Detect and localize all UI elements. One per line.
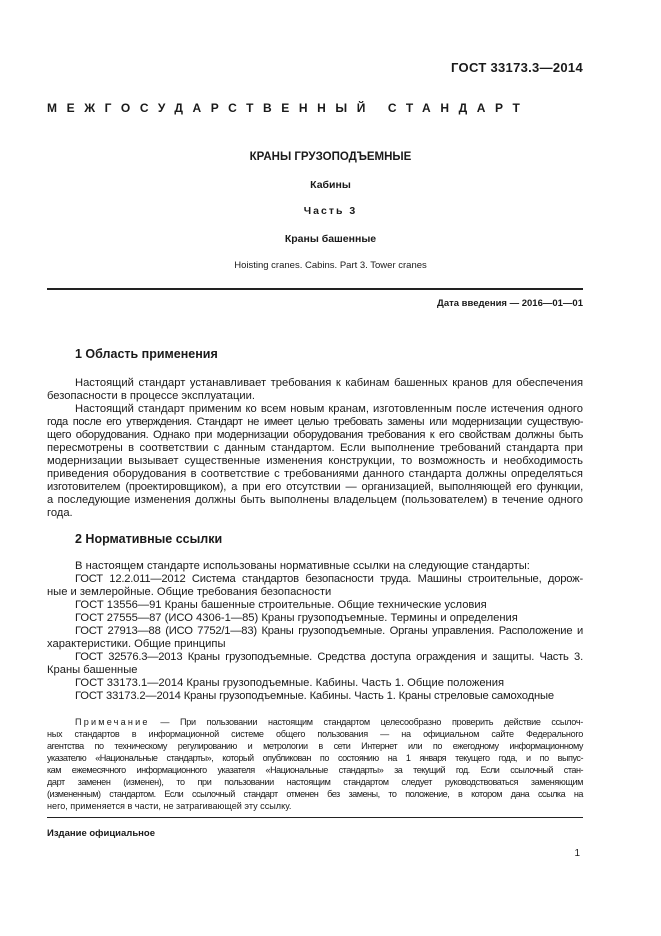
reference-line: ГОСТ 27555—87 (ИСО 4306-1—85) Краны грузоподъемные. Термины и определения xyxy=(75,612,518,624)
note-line: дарт заменен (изменен), то при пользовании настоящим стандартом следует руководствоваться заменяющим xyxy=(47,777,583,787)
reference-line: Краны башенные xyxy=(47,664,138,676)
document-title: КРАНЫ ГРУЗОПОДЪЕМНЫЕ xyxy=(249,151,412,163)
note-label: Примечание xyxy=(75,717,150,727)
reference-line: ГОСТ 27913—88 (ИСО 7752/1—83) Краны грузоподъемные. Органы управления. Расположение и xyxy=(75,625,583,637)
english-title: Hoisting cranes. Cabins. Part 3. Tower cranes xyxy=(234,260,427,271)
section-2-heading: 2 Нормативные ссылки xyxy=(75,532,223,546)
section-1-heading: 1 Область применения xyxy=(75,347,218,361)
note-line: кам ежемесячного информационного указателя «Национальные стандарты» за текущий год. Если ссылочный стан- xyxy=(47,765,583,775)
paragraph-line: Настоящий стандарт устанавливает требования к кабинам башенных кранов для обеспечения xyxy=(75,377,583,389)
paragraph-line: а последующие изменения должны быть выполнены владельцем (пользователем) в течение одного xyxy=(47,494,583,506)
footer-divider xyxy=(47,817,583,818)
paragraph-line: изготовителем (проектировщиком), а при его отсутствии — организацией, выполняющей его функции, xyxy=(47,481,583,493)
note-line: (измененным) стандартом. Если ссылочный стандарт отменен без замены, то положение, в котором дана ссылка на xyxy=(47,789,583,799)
introduction-date: Дата введения — 2016—01—01 xyxy=(437,298,583,309)
title-divider xyxy=(47,288,583,290)
paragraph-line: щего оборудования. Однако при модернизации оборудования требования к его свойствам должны быть xyxy=(47,429,583,441)
paragraph-line: приведения оборудования в соответствие с требованиями данного стандарта должны определяться xyxy=(47,468,583,480)
reference-line: ГОСТ 13556—91 Краны башенные строительные. Общие технические условия xyxy=(75,599,487,611)
part-number: Часть 3 xyxy=(303,205,358,217)
reference-line: ГОСТ 12.2.011—2012 Система стандартов безопасности труда. Машины строительные, дорож- xyxy=(75,573,583,585)
paragraph-line: года после его утверждения. Стандарт не имеет целью требовать замены или модернизации существую- xyxy=(47,416,583,428)
note-line: агентства по техническому регулированию и метрологии в сети Интернет или по ежегодному информационному xyxy=(47,741,583,751)
part-title: Краны башенные xyxy=(284,233,377,245)
paragraph-line: пересмотрены в соответствии с данным стандартом. Если выполнение требований стандарта при xyxy=(47,442,583,454)
official-edition-label: Издание официальное xyxy=(47,828,155,839)
document-subtitle: Кабины xyxy=(310,179,351,191)
paragraph-line: безопасности в процессе эксплуатации. xyxy=(47,390,255,402)
document-number: ГОСТ 33173.3—2014 xyxy=(451,60,583,75)
paragraph-line: года. xyxy=(47,507,73,519)
page-number: 1 xyxy=(574,848,580,859)
interstate-standard-label: МЕЖГОСУДАРСТВЕННЫЙ СТАНДАРТ xyxy=(47,101,530,115)
note-first-line xyxy=(75,716,583,728)
note-line: указателю «Национальные стандарты», который опубликован по состоянию на 1 января текущего года, и по выпус- xyxy=(47,753,583,763)
reference-line: ГОСТ 33173.1—2014 Краны грузоподъемные. Кабины. Часть 1. Общие положения xyxy=(75,677,505,689)
reference-line: ГОСТ 33173.2—2014 Краны грузоподъемные. Кабины. Часть 1. Краны стреловые самоходные xyxy=(75,690,555,702)
paragraph-line: Настоящий стандарт применим ко всем новым кранам, изготовленным после истечения одного xyxy=(75,403,583,415)
reference-line: ГОСТ 32576.3—2013 Краны грузоподъемные. Средства доступа ограждения и защиты. Часть 3. xyxy=(75,651,583,663)
note-line: ных стандартов в информационной системе общего пользования — на официальном сайте Федерального xyxy=(47,729,583,739)
note-line: него, применяется в части, не затрагивающей эту ссылку. xyxy=(47,801,292,811)
reference-line: ные и землеройные. Общие требования безопасности xyxy=(47,586,332,598)
reference-line: В настоящем стандарте использованы нормативные ссылки на следующие стандарты: xyxy=(75,560,530,572)
note-text: — При пользовании настоящим стандартом целесообразно проверить действие ссылоч- xyxy=(149,717,583,727)
paragraph-line: модернизации вызывает существенные изменения конструкции, то возможность и необходимость xyxy=(47,455,583,467)
reference-line: характеристики. Общие принципы xyxy=(47,638,226,650)
